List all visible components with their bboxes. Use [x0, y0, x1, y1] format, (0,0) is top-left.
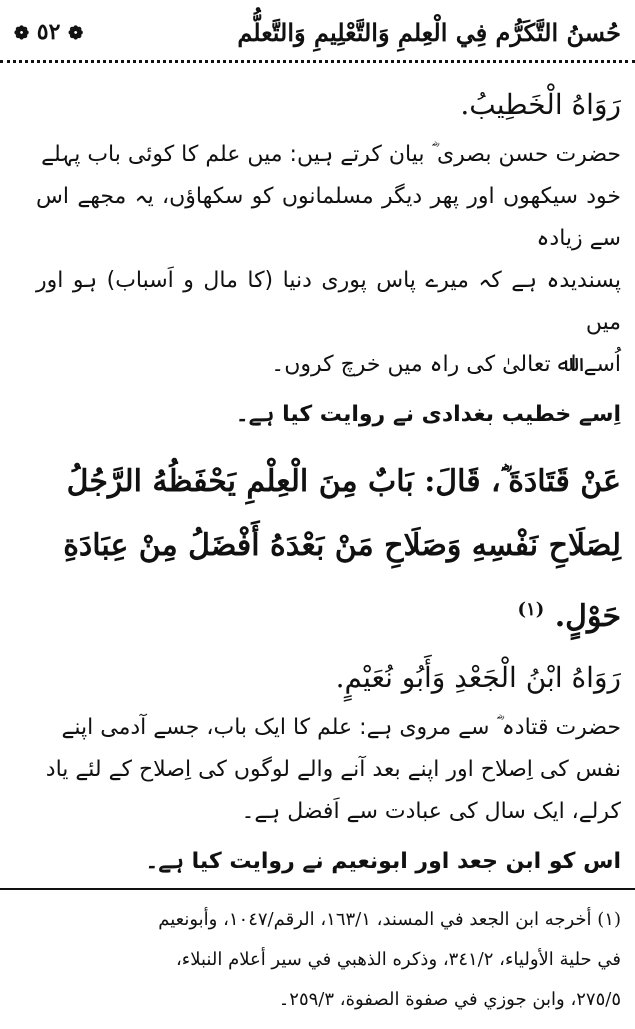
page-number-box: [14, 19, 83, 45]
page-header: [14, 10, 621, 54]
ornament-icon: ❁: [68, 23, 84, 44]
header-divider: [0, 60, 635, 63]
text-line: لِصَلَاحِ نَفْسِهِ وَصَلَاحِ مَنْ بَعْدَهُ أَفْضَلُ مِنْ عِبَادَةِ: [63, 528, 621, 563]
footnote-line: في حلية الأولياء، ٣٤١/٢، وذكره الذهبي في سير أعلام النبلاء،: [175, 949, 621, 970]
page-number: ٥٢: [36, 19, 61, 45]
running-title: حُسنُ التَّكَرُّم فِي الْعِلمِ وَالتَّعْلِيمِ وَالتَّعلُّم: [237, 17, 621, 47]
text-line: [36, 578, 621, 649]
hadith-source: رَوَاهُ ابْنُ الْجَعْدِ وَأَبُو نُعَيْمٍ.: [335, 661, 621, 694]
text-line: عَنْ قَتَادَةَ ؓ، قَالَ: بَابٌ مِنَ الْعِلْمِ يَحْفَظُهُ الرَّجُلُ: [66, 464, 621, 499]
text-line: اُسے اﷲ تعالیٰ کی راہ میں خرچ کروں۔: [271, 352, 621, 377]
footnotes: [10, 900, 621, 1020]
urdu-attribution: اِسے خطیب بغدادی نے روایت کیا ہے۔: [235, 402, 621, 427]
text-line: پسندیدہ ہے کہ میرے پاس پوری دنیا (کا مال و اَسباب) ہو اور میں: [36, 268, 621, 335]
arabic-hadith: [36, 450, 621, 649]
text-line-end: حَوْلٍ.: [554, 599, 621, 634]
text-line: خود سیکھوں اور پھر دیگر مسلمانوں کو سکھاؤں، یہ مجھے اس سے زیادہ: [36, 184, 621, 251]
urdu-translation: [36, 707, 621, 833]
hadith-source: رَوَاهُ الْخَطِيبُ.: [460, 88, 621, 121]
text-line: نفس کی اِصلاح اور اپنے بعد آنے والے لوگوں کی اِصلاح کے لئے یاد: [45, 757, 621, 782]
urdu-translation: [36, 134, 621, 386]
text-line: حضرت حسن بصری ؓ بیان کرتے ہیں: میں علم کا کوئی باب پہلے: [41, 142, 621, 167]
text-line: کرلے، ایک سال کی عبادت سے اَفضل ہے۔: [241, 799, 621, 824]
text-line: حضرت قتادہ ؓ سے مروی ہے: علم کا ایک باب، جسے آدمی اپنے: [61, 715, 621, 740]
ornament-icon: ❁: [14, 23, 30, 44]
footnote-divider: [0, 888, 635, 890]
main-text: [36, 76, 621, 883]
footnote-line: (١) أخرجه ابن الجعد في المسند، ١٦٣/١، الرقم/١٠٤٧، وأبونعيم: [158, 909, 621, 930]
footnote-line: ٢٧٥/٥، وابن جوزي في صفوة الصفوة، ٢٥٩/٣۔: [278, 989, 621, 1010]
urdu-attribution: اس کو ابن جعد اور ابونعیم نے روایت کیا ہے۔: [145, 849, 621, 874]
footnote-reference[interactable]: (١): [517, 599, 545, 620]
